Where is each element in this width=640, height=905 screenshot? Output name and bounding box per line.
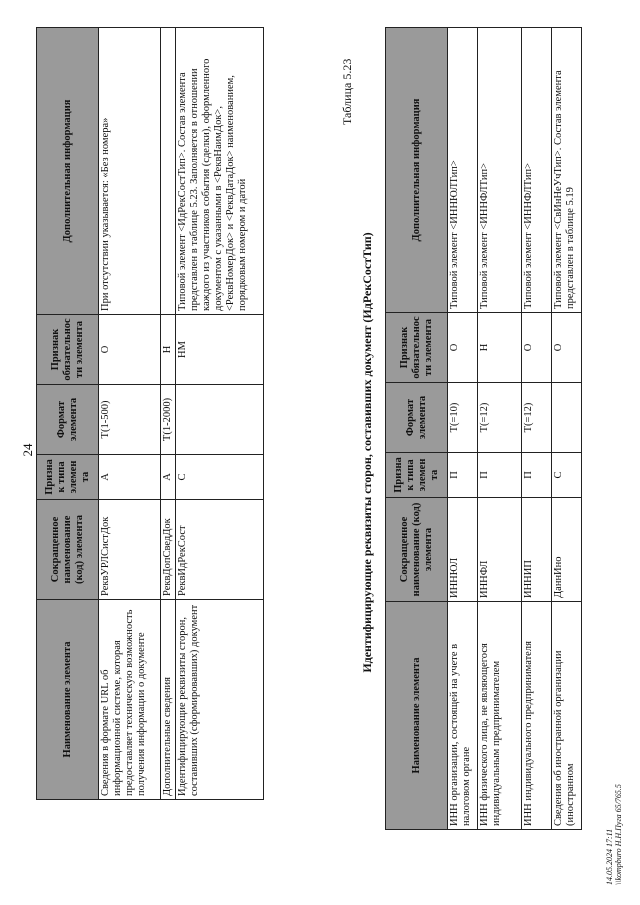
cell-format: Т(1-500)	[99, 385, 161, 455]
cell-required: Н	[161, 315, 176, 385]
header-name: Наименование элемента	[386, 602, 448, 830]
cell-type: П	[522, 453, 552, 498]
cell-format: Т(1-2000)	[161, 385, 176, 455]
cell-type: С	[176, 455, 264, 500]
header-format: Формат элемента	[386, 383, 448, 453]
header-info: Дополнительная информация	[37, 28, 99, 315]
page-number: 24	[20, 443, 35, 457]
cell-code: ДаннИно	[552, 498, 582, 602]
cell-code: РеквУРЛСистДок	[99, 500, 161, 600]
header-required: Признак обязательности элемента	[386, 313, 448, 383]
cell-name: Дополнительные сведения	[161, 600, 176, 800]
cell-type: П	[448, 453, 478, 498]
table-elements-continuation	[36, 27, 264, 800]
table-identifying-requisites	[385, 27, 582, 830]
header-type: Признак типа элемента	[37, 455, 99, 500]
cell-required: НМ	[176, 315, 264, 385]
cell-name: Сведения об иностранной организации (иностранном	[552, 602, 582, 830]
header-code: Сокращенное наименование (код) элемента	[37, 500, 99, 600]
table-row	[161, 28, 176, 800]
cell-info: Типовой элемент <ИННЮЛТип>	[448, 28, 478, 313]
table-row	[478, 28, 522, 830]
table-row	[99, 28, 161, 800]
cell-format: Т(=10)	[448, 383, 478, 453]
cell-info: Типовой элемент <СвИнНеУчТип>. Состав элемента представлен в таблице 5.19	[552, 28, 582, 313]
cell-info: Типовой элемент <ИННФЛТип>	[522, 28, 552, 313]
cell-format	[552, 383, 582, 453]
cell-required: О	[552, 313, 582, 383]
table-row	[448, 28, 478, 830]
table-row	[522, 28, 552, 830]
cell-code: ИННИП	[522, 498, 552, 602]
table-row	[176, 28, 264, 800]
cell-info: Типовой элемент <ИдРекСостТип>. Состав элемента представлен в таблице 5.23. Заполняется в отношении каждого из участников события (сделки), оформленного документом с указанными в <РеквНаимДок>, <РеквНомерДок> и <РеквДатаДок> наименованием, порядковым номером и датой	[176, 28, 264, 315]
cell-info	[161, 28, 176, 315]
print-stamp	[605, 784, 623, 885]
cell-type: А	[161, 455, 176, 500]
cell-required: О	[522, 313, 552, 383]
header-info: Дополнительная информация	[386, 28, 448, 313]
cell-name: Сведения в формате URL об информационной системе, которая предоставляет техническую возможность получения информации о документе	[99, 600, 161, 800]
cell-required: Н	[478, 313, 522, 383]
cell-name: ИНН физического лица, не являющегося индивидуальным предпринимателем	[478, 602, 522, 830]
cell-code: ИННЮЛ	[448, 498, 478, 602]
header-required: Признак обязательности элемента	[37, 315, 99, 385]
cell-format: Т(=12)	[522, 383, 552, 453]
header-type: Признак типа элемента	[386, 453, 448, 498]
cell-required: О	[99, 315, 161, 385]
header-format: Формат элемента	[37, 385, 99, 455]
stamp-path: \\kompburo Н.Н.Пуга 65/765.5	[614, 784, 623, 885]
cell-code: ИННФЛ	[478, 498, 522, 602]
cell-info: При отсутствии указывается: «Без номера»	[99, 28, 161, 315]
table-row	[552, 28, 582, 830]
cell-code: РеквДопСведДок	[161, 500, 176, 600]
header-code: Сокращенное наименование (код) элемента	[386, 498, 448, 602]
cell-type: П	[478, 453, 522, 498]
cell-info: Типовой элемент <ИННФЛТип>	[478, 28, 522, 313]
cell-name: ИНН организации, состоящей на учете в налоговом органе	[448, 602, 478, 830]
header-name: Наименование элемента	[37, 600, 99, 800]
cell-name: Идентифицирующие реквизиты сторон, составивших (сформировавших) документ	[176, 600, 264, 800]
cell-code: РеквИдРекСост	[176, 500, 264, 600]
cell-type: С	[552, 453, 582, 498]
table-number: Таблица 5.23	[340, 58, 354, 125]
cell-type: А	[99, 455, 161, 500]
table-title: Идентифицирующие реквизиты сторон, составивших документ (ИдРекСостТип)	[360, 232, 374, 673]
cell-required: О	[448, 313, 478, 383]
cell-format: Т(=12)	[478, 383, 522, 453]
stamp-date: 14.05.2024 17:11	[605, 828, 614, 885]
cell-format	[176, 385, 264, 455]
cell-name: ИНН индивидуального предпринимателя	[522, 602, 552, 830]
